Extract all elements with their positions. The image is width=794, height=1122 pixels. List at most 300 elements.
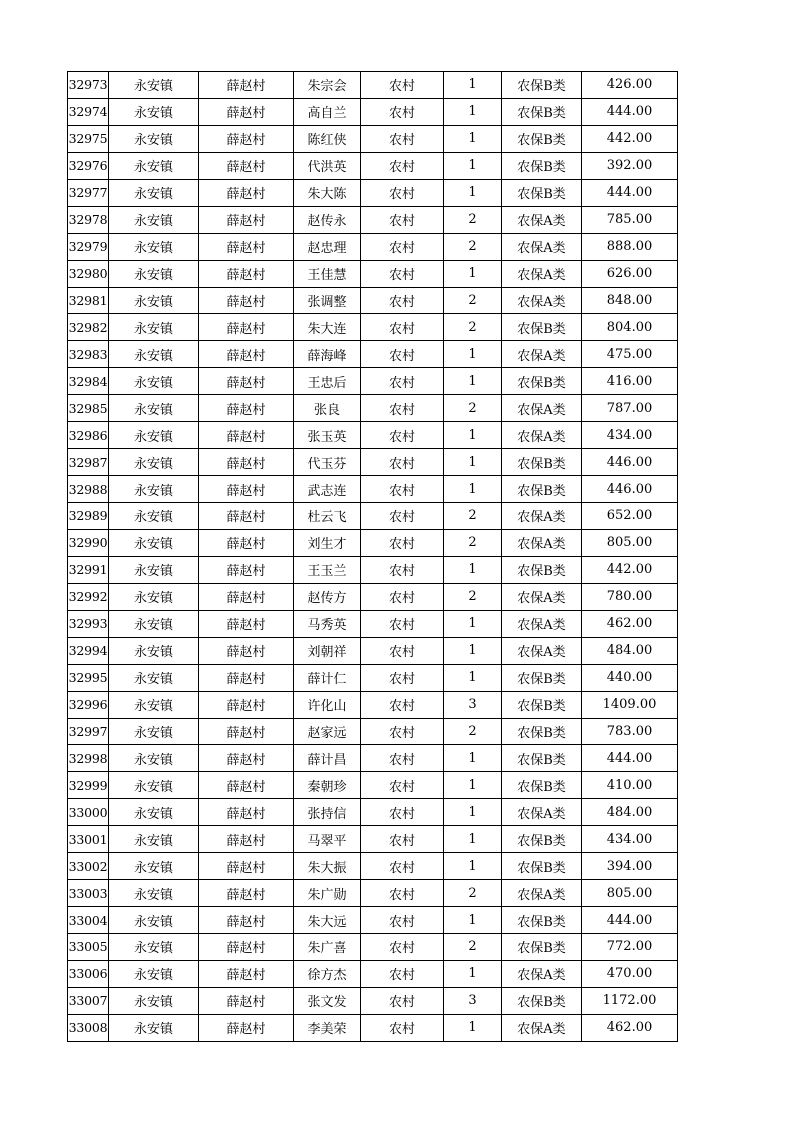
name-cell: 杜云飞 <box>294 503 361 530</box>
household-size-cell: 2 <box>444 583 502 610</box>
insurance-category-cell: 农保A类 <box>502 529 582 556</box>
residence-type-cell: 农村 <box>361 449 444 476</box>
household-size-cell: 1 <box>444 179 502 206</box>
town-cell: 永安镇 <box>109 960 199 987</box>
village-cell: 薛赵村 <box>199 610 294 637</box>
town-cell: 永安镇 <box>109 72 199 99</box>
insurance-category-cell: 农保B类 <box>502 314 582 341</box>
residence-type-cell: 农村 <box>361 1014 444 1041</box>
record-id-cell: 32983 <box>68 341 109 368</box>
residence-type-cell: 农村 <box>361 960 444 987</box>
residence-type-cell: 农村 <box>361 907 444 934</box>
insurance-category-cell: 农保B类 <box>502 745 582 772</box>
village-cell: 薛赵村 <box>199 395 294 422</box>
village-cell: 薛赵村 <box>199 179 294 206</box>
record-id-cell: 32974 <box>68 98 109 125</box>
name-cell: 秦朝珍 <box>294 772 361 799</box>
village-cell: 薛赵村 <box>199 341 294 368</box>
insurance-category-cell: 农保A类 <box>502 233 582 260</box>
table-row <box>68 233 678 260</box>
village-cell: 薛赵村 <box>199 664 294 691</box>
residence-type-cell: 农村 <box>361 934 444 961</box>
name-cell: 赵家远 <box>294 718 361 745</box>
town-cell: 永安镇 <box>109 341 199 368</box>
town-cell: 永安镇 <box>109 125 199 152</box>
record-id-cell: 33008 <box>68 1014 109 1041</box>
residence-type-cell: 农村 <box>361 287 444 314</box>
village-cell: 薛赵村 <box>199 98 294 125</box>
amount-cell: 462.00 <box>582 1014 678 1041</box>
town-cell: 永安镇 <box>109 745 199 772</box>
table-row <box>68 98 678 125</box>
town-cell: 永安镇 <box>109 449 199 476</box>
residence-type-cell: 农村 <box>361 880 444 907</box>
amount-cell: 848.00 <box>582 287 678 314</box>
amount-cell: 446.00 <box>582 476 678 503</box>
village-cell: 薛赵村 <box>199 260 294 287</box>
insurance-category-cell: 农保A类 <box>502 287 582 314</box>
town-cell: 永安镇 <box>109 637 199 664</box>
table-row <box>68 880 678 907</box>
town-cell: 永安镇 <box>109 529 199 556</box>
record-id-cell: 32979 <box>68 233 109 260</box>
town-cell: 永安镇 <box>109 368 199 395</box>
insurance-category-cell: 农保A类 <box>502 880 582 907</box>
residence-type-cell: 农村 <box>361 206 444 233</box>
household-size-cell: 1 <box>444 476 502 503</box>
household-size-cell: 1 <box>444 341 502 368</box>
town-cell: 永安镇 <box>109 907 199 934</box>
household-size-cell: 1 <box>444 610 502 637</box>
household-size-cell: 2 <box>444 395 502 422</box>
insurance-category-cell: 农保B类 <box>502 98 582 125</box>
name-cell: 朱大连 <box>294 314 361 341</box>
name-cell: 朱宗会 <box>294 72 361 99</box>
residence-type-cell: 农村 <box>361 503 444 530</box>
amount-cell: 805.00 <box>582 529 678 556</box>
town-cell: 永安镇 <box>109 610 199 637</box>
household-size-cell: 2 <box>444 503 502 530</box>
record-id-cell: 32991 <box>68 556 109 583</box>
amount-cell: 440.00 <box>582 664 678 691</box>
town-cell: 永安镇 <box>109 583 199 610</box>
insurance-category-cell: 农保A类 <box>502 637 582 664</box>
name-cell: 朱大陈 <box>294 179 361 206</box>
village-cell: 薛赵村 <box>199 826 294 853</box>
name-cell: 朱大远 <box>294 907 361 934</box>
amount-cell: 475.00 <box>582 341 678 368</box>
amount-cell: 462.00 <box>582 610 678 637</box>
village-cell: 薛赵村 <box>199 556 294 583</box>
village-cell: 薛赵村 <box>199 637 294 664</box>
residence-type-cell: 农村 <box>361 826 444 853</box>
name-cell: 张持信 <box>294 799 361 826</box>
name-cell: 王玉兰 <box>294 556 361 583</box>
table-row <box>68 934 678 961</box>
household-size-cell: 3 <box>444 987 502 1014</box>
table-row <box>68 449 678 476</box>
town-cell: 永安镇 <box>109 395 199 422</box>
amount-cell: 434.00 <box>582 826 678 853</box>
village-cell: 薛赵村 <box>199 880 294 907</box>
table-row <box>68 503 678 530</box>
town-cell: 永安镇 <box>109 152 199 179</box>
village-cell: 薛赵村 <box>199 368 294 395</box>
insurance-category-cell: 农保B类 <box>502 125 582 152</box>
town-cell: 永安镇 <box>109 287 199 314</box>
amount-cell: 446.00 <box>582 449 678 476</box>
amount-cell: 392.00 <box>582 152 678 179</box>
household-size-cell: 2 <box>444 287 502 314</box>
village-cell: 薛赵村 <box>199 934 294 961</box>
name-cell: 朱广喜 <box>294 934 361 961</box>
table-row <box>68 179 678 206</box>
amount-cell: 470.00 <box>582 960 678 987</box>
village-cell: 薛赵村 <box>199 422 294 449</box>
name-cell: 赵传方 <box>294 583 361 610</box>
insurance-category-cell: 农保A类 <box>502 799 582 826</box>
town-cell: 永安镇 <box>109 826 199 853</box>
town-cell: 永安镇 <box>109 772 199 799</box>
amount-cell: 804.00 <box>582 314 678 341</box>
town-cell: 永安镇 <box>109 179 199 206</box>
town-cell: 永安镇 <box>109 664 199 691</box>
name-cell: 刘朝祥 <box>294 637 361 664</box>
village-cell: 薛赵村 <box>199 476 294 503</box>
name-cell: 赵忠理 <box>294 233 361 260</box>
household-size-cell: 1 <box>444 556 502 583</box>
record-id-cell: 32999 <box>68 772 109 799</box>
village-cell: 薛赵村 <box>199 529 294 556</box>
table-row <box>68 718 678 745</box>
name-cell: 张玉英 <box>294 422 361 449</box>
record-id-cell: 32989 <box>68 503 109 530</box>
insurance-category-cell: 农保A类 <box>502 206 582 233</box>
residence-type-cell: 农村 <box>361 987 444 1014</box>
table-row <box>68 691 678 718</box>
village-cell: 薛赵村 <box>199 503 294 530</box>
town-cell: 永安镇 <box>109 233 199 260</box>
record-id-cell: 32986 <box>68 422 109 449</box>
residence-type-cell: 农村 <box>361 637 444 664</box>
town-cell: 永安镇 <box>109 799 199 826</box>
residence-type-cell: 农村 <box>361 745 444 772</box>
amount-cell: 780.00 <box>582 583 678 610</box>
residence-type-cell: 农村 <box>361 610 444 637</box>
insurance-category-cell: 农保B类 <box>502 907 582 934</box>
table-row <box>68 772 678 799</box>
insurance-category-cell: 农保A类 <box>502 260 582 287</box>
name-cell: 代玉芬 <box>294 449 361 476</box>
insurance-category-cell: 农保A类 <box>502 395 582 422</box>
residence-type-cell: 农村 <box>361 72 444 99</box>
amount-cell: 1172.00 <box>582 987 678 1014</box>
amount-cell: 434.00 <box>582 422 678 449</box>
table-row <box>68 745 678 772</box>
residence-type-cell: 农村 <box>361 125 444 152</box>
table-row <box>68 152 678 179</box>
town-cell: 永安镇 <box>109 314 199 341</box>
town-cell: 永安镇 <box>109 987 199 1014</box>
residence-type-cell: 农村 <box>361 341 444 368</box>
record-id-cell: 32987 <box>68 449 109 476</box>
name-cell: 陈红侠 <box>294 125 361 152</box>
town-cell: 永安镇 <box>109 1014 199 1041</box>
household-size-cell: 2 <box>444 880 502 907</box>
record-id-cell: 33002 <box>68 853 109 880</box>
record-id-cell: 32978 <box>68 206 109 233</box>
record-id-cell: 32981 <box>68 287 109 314</box>
name-cell: 薛计仁 <box>294 664 361 691</box>
residence-type-cell: 农村 <box>361 368 444 395</box>
household-size-cell: 1 <box>444 152 502 179</box>
residence-type-cell: 农村 <box>361 422 444 449</box>
village-cell: 薛赵村 <box>199 907 294 934</box>
table-row <box>68 260 678 287</box>
name-cell: 高自兰 <box>294 98 361 125</box>
amount-cell: 444.00 <box>582 179 678 206</box>
household-size-cell: 1 <box>444 72 502 99</box>
town-cell: 永安镇 <box>109 853 199 880</box>
village-cell: 薛赵村 <box>199 125 294 152</box>
residence-type-cell: 农村 <box>361 583 444 610</box>
amount-cell: 888.00 <box>582 233 678 260</box>
town-cell: 永安镇 <box>109 934 199 961</box>
household-size-cell: 3 <box>444 691 502 718</box>
name-cell: 李美荣 <box>294 1014 361 1041</box>
table-row <box>68 206 678 233</box>
amount-cell: 444.00 <box>582 98 678 125</box>
record-id-cell: 32985 <box>68 395 109 422</box>
household-size-cell: 1 <box>444 907 502 934</box>
record-id-cell: 32977 <box>68 179 109 206</box>
insurance-category-cell: 农保B类 <box>502 934 582 961</box>
amount-cell: 426.00 <box>582 72 678 99</box>
town-cell: 永安镇 <box>109 260 199 287</box>
village-cell: 薛赵村 <box>199 287 294 314</box>
residence-type-cell: 农村 <box>361 476 444 503</box>
village-cell: 薛赵村 <box>199 960 294 987</box>
record-id-cell: 32988 <box>68 476 109 503</box>
insurance-category-cell: 农保B类 <box>502 476 582 503</box>
name-cell: 武志连 <box>294 476 361 503</box>
insurance-category-cell: 农保B类 <box>502 987 582 1014</box>
insurance-category-cell: 农保B类 <box>502 449 582 476</box>
household-size-cell: 1 <box>444 664 502 691</box>
table-row <box>68 826 678 853</box>
insurance-category-cell: 农保B类 <box>502 772 582 799</box>
name-cell: 朱大振 <box>294 853 361 880</box>
insurance-category-cell: 农保B类 <box>502 853 582 880</box>
residence-type-cell: 农村 <box>361 233 444 260</box>
amount-cell: 442.00 <box>582 556 678 583</box>
amount-cell: 416.00 <box>582 368 678 395</box>
town-cell: 永安镇 <box>109 691 199 718</box>
village-cell: 薛赵村 <box>199 152 294 179</box>
household-size-cell: 1 <box>444 125 502 152</box>
amount-cell: 772.00 <box>582 934 678 961</box>
insurance-category-cell: 农保A类 <box>502 960 582 987</box>
record-id-cell: 32997 <box>68 718 109 745</box>
household-size-cell: 1 <box>444 826 502 853</box>
household-size-cell: 2 <box>444 934 502 961</box>
insurance-category-cell: 农保B类 <box>502 718 582 745</box>
residence-type-cell: 农村 <box>361 556 444 583</box>
household-size-cell: 1 <box>444 1014 502 1041</box>
household-size-cell: 2 <box>444 529 502 556</box>
table-row <box>68 583 678 610</box>
insurance-category-cell: 农保A类 <box>502 583 582 610</box>
insurance-category-cell: 农保B类 <box>502 179 582 206</box>
amount-cell: 652.00 <box>582 503 678 530</box>
town-cell: 永安镇 <box>109 718 199 745</box>
insurance-category-cell: 农保A类 <box>502 503 582 530</box>
table-body <box>68 72 678 1042</box>
record-id-cell: 33000 <box>68 799 109 826</box>
table-row <box>68 287 678 314</box>
household-size-cell: 2 <box>444 233 502 260</box>
insurance-category-cell: 农保B类 <box>502 556 582 583</box>
table-row <box>68 529 678 556</box>
table-row <box>68 853 678 880</box>
village-cell: 薛赵村 <box>199 799 294 826</box>
residence-type-cell: 农村 <box>361 529 444 556</box>
town-cell: 永安镇 <box>109 503 199 530</box>
insurance-category-cell: 农保B类 <box>502 368 582 395</box>
name-cell: 代洪英 <box>294 152 361 179</box>
insurance-category-cell: 农保A类 <box>502 422 582 449</box>
record-id-cell: 33005 <box>68 934 109 961</box>
town-cell: 永安镇 <box>109 880 199 907</box>
record-id-cell: 32996 <box>68 691 109 718</box>
amount-cell: 442.00 <box>582 125 678 152</box>
name-cell: 张良 <box>294 395 361 422</box>
insurance-category-cell: 农保B类 <box>502 664 582 691</box>
record-id-cell: 32993 <box>68 610 109 637</box>
table-row <box>68 476 678 503</box>
village-cell: 薛赵村 <box>199 853 294 880</box>
record-id-cell: 32976 <box>68 152 109 179</box>
record-id-cell: 32990 <box>68 529 109 556</box>
amount-cell: 444.00 <box>582 907 678 934</box>
household-size-cell: 2 <box>444 718 502 745</box>
amount-cell: 805.00 <box>582 880 678 907</box>
town-cell: 永安镇 <box>109 556 199 583</box>
table-row <box>68 987 678 1014</box>
household-size-cell: 1 <box>444 960 502 987</box>
residence-type-cell: 农村 <box>361 772 444 799</box>
insurance-category-cell: 农保B类 <box>502 691 582 718</box>
table-row <box>68 72 678 99</box>
residence-type-cell: 农村 <box>361 260 444 287</box>
village-cell: 薛赵村 <box>199 449 294 476</box>
village-cell: 薛赵村 <box>199 987 294 1014</box>
table-row <box>68 907 678 934</box>
table-row <box>68 125 678 152</box>
record-id-cell: 33003 <box>68 880 109 907</box>
village-cell: 薛赵村 <box>199 1014 294 1041</box>
amount-cell: 444.00 <box>582 745 678 772</box>
village-cell: 薛赵村 <box>199 691 294 718</box>
table-row <box>68 799 678 826</box>
household-size-cell: 1 <box>444 98 502 125</box>
residence-type-cell: 农村 <box>361 799 444 826</box>
record-id-cell: 33006 <box>68 960 109 987</box>
record-id-cell: 33001 <box>68 826 109 853</box>
village-cell: 薛赵村 <box>199 72 294 99</box>
residence-type-cell: 农村 <box>361 179 444 206</box>
name-cell: 张文发 <box>294 987 361 1014</box>
village-cell: 薛赵村 <box>199 745 294 772</box>
household-size-cell: 1 <box>444 368 502 395</box>
name-cell: 马翠平 <box>294 826 361 853</box>
residence-type-cell: 农村 <box>361 98 444 125</box>
name-cell: 赵传永 <box>294 206 361 233</box>
table-row <box>68 368 678 395</box>
town-cell: 永安镇 <box>109 422 199 449</box>
table-row <box>68 314 678 341</box>
household-size-cell: 2 <box>444 314 502 341</box>
table-row <box>68 395 678 422</box>
name-cell: 朱广勋 <box>294 880 361 907</box>
name-cell: 刘生才 <box>294 529 361 556</box>
record-id-cell: 32982 <box>68 314 109 341</box>
name-cell: 薛计昌 <box>294 745 361 772</box>
record-id-cell: 32995 <box>68 664 109 691</box>
name-cell: 薛海峰 <box>294 341 361 368</box>
village-cell: 薛赵村 <box>199 314 294 341</box>
amount-cell: 783.00 <box>582 718 678 745</box>
insurance-category-cell: 农保B类 <box>502 152 582 179</box>
village-cell: 薛赵村 <box>199 772 294 799</box>
household-size-cell: 2 <box>444 206 502 233</box>
amount-cell: 1409.00 <box>582 691 678 718</box>
household-size-cell: 1 <box>444 422 502 449</box>
table-row <box>68 610 678 637</box>
household-size-cell: 1 <box>444 260 502 287</box>
household-size-cell: 1 <box>444 745 502 772</box>
insurance-category-cell: 农保A类 <box>502 341 582 368</box>
insurance-category-cell: 农保B类 <box>502 72 582 99</box>
table-row <box>68 556 678 583</box>
name-cell: 徐方杰 <box>294 960 361 987</box>
amount-cell: 394.00 <box>582 853 678 880</box>
table-row <box>68 664 678 691</box>
household-size-cell: 1 <box>444 799 502 826</box>
record-id-cell: 32998 <box>68 745 109 772</box>
household-size-cell: 1 <box>444 637 502 664</box>
village-cell: 薛赵村 <box>199 206 294 233</box>
town-cell: 永安镇 <box>109 206 199 233</box>
household-size-cell: 1 <box>444 772 502 799</box>
amount-cell: 410.00 <box>582 772 678 799</box>
record-id-cell: 33004 <box>68 907 109 934</box>
village-cell: 薛赵村 <box>199 583 294 610</box>
name-cell: 马秀英 <box>294 610 361 637</box>
insurance-category-cell: 农保B类 <box>502 826 582 853</box>
amount-cell: 484.00 <box>582 637 678 664</box>
table-row <box>68 422 678 449</box>
insurance-category-cell: 农保A类 <box>502 610 582 637</box>
village-cell: 薛赵村 <box>199 233 294 260</box>
record-id-cell: 32980 <box>68 260 109 287</box>
name-cell: 许化山 <box>294 691 361 718</box>
amount-cell: 785.00 <box>582 206 678 233</box>
name-cell: 王忠后 <box>294 368 361 395</box>
name-cell: 王佳慧 <box>294 260 361 287</box>
table-row <box>68 960 678 987</box>
residence-type-cell: 农村 <box>361 152 444 179</box>
